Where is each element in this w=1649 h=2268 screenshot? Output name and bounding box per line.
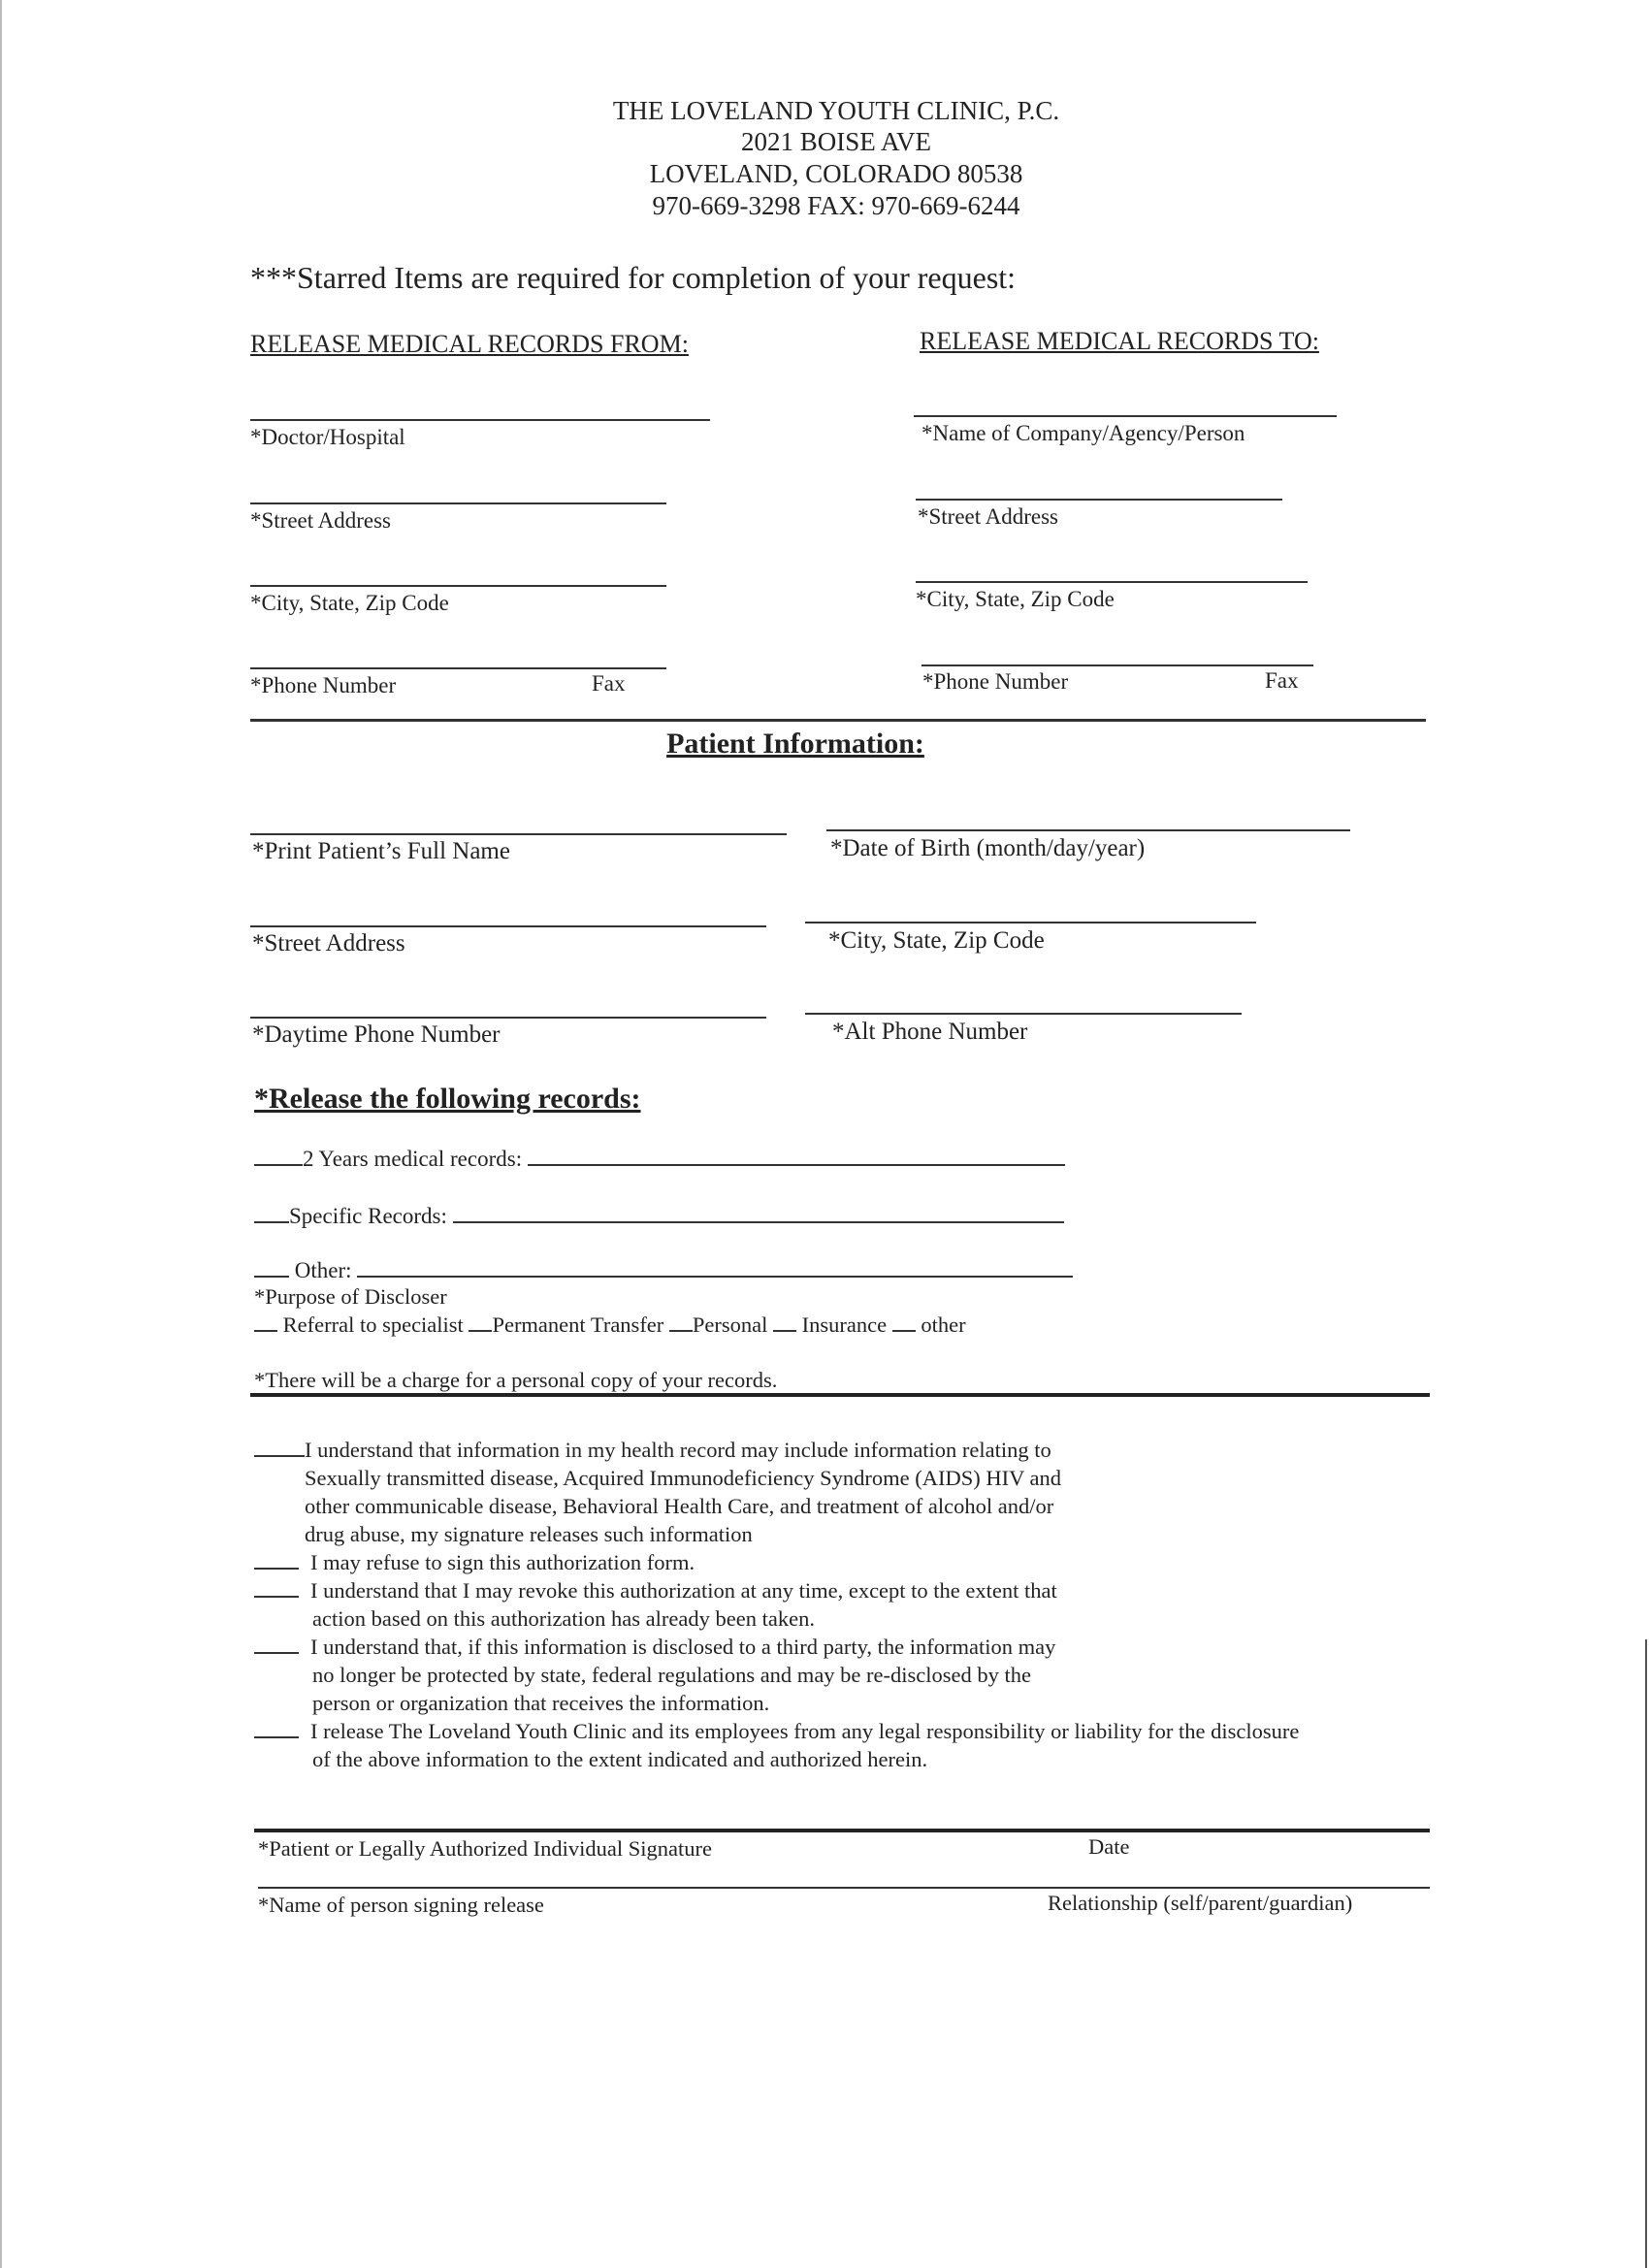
ack-5-line-2: of the above information to the extent indicated and authorized herein. (312, 1747, 928, 1771)
ack-3 (254, 1576, 1057, 1633)
signature-label: *Patient or Legally Authorized Individual Signature (258, 1836, 713, 1861)
to-section-title: RELEASE MEDICAL RECORDS TO: (920, 327, 1319, 355)
records-section-title: *Release the following records: (254, 1083, 641, 1115)
to-phone-label: *Phone Number (922, 669, 1069, 694)
ack-4 (254, 1633, 1055, 1717)
to-name-line[interactable] (914, 415, 1337, 417)
from-fax-label: Fax (592, 671, 626, 696)
charge-note: *There will be a charge for a personal copy of your records. (254, 1368, 778, 1392)
specific-records-field[interactable] (453, 1202, 1064, 1223)
signer-relationship-label: Relationship (self/parent/guardian) (1048, 1891, 1353, 1915)
ack-4-line-1: I understand that, if this information is disclosed to a third party, the information may (310, 1635, 1056, 1659)
purpose-option-transfer: Permanent Transfer (492, 1312, 664, 1337)
from-doctor-label: *Doctor/Hospital (250, 425, 405, 449)
ack-3-initial[interactable] (254, 1576, 299, 1598)
records-divider (250, 1393, 1430, 1397)
specific-records-check[interactable] (254, 1202, 289, 1223)
purpose-option-insurance: Insurance (801, 1312, 888, 1337)
from-city-line[interactable] (250, 585, 666, 587)
ack-1-line-1: I understand that information in my health record may include information relating to (305, 1438, 1051, 1462)
from-phone-label: *Phone Number (250, 673, 397, 697)
purpose-options-row (254, 1311, 966, 1338)
other-records-label: Other: (294, 1258, 352, 1282)
from-phone-line[interactable] (250, 667, 666, 669)
ack-1-line-4: drug abuse, my signature releases such information (305, 1522, 753, 1546)
two-years-row (254, 1145, 1065, 1172)
section-divider (250, 719, 1426, 722)
purpose-check[interactable] (669, 1311, 693, 1332)
signer-name-line[interactable] (258, 1887, 1430, 1889)
patient-dob-label: *Date of Birth (month/day/year) (830, 835, 1146, 861)
ack-2 (254, 1548, 695, 1576)
purpose-check[interactable] (469, 1311, 492, 1332)
patient-alt-phone-label: *Alt Phone Number (832, 1019, 1028, 1045)
to-street-line[interactable] (916, 499, 1282, 501)
purpose-option-personal: Personal (692, 1312, 768, 1337)
purpose-check[interactable] (892, 1311, 916, 1332)
ack-1-line-2: Sexually transmitted disease, Acquired Immunodeficiency Syndrome (AIDS) HIV and (305, 1466, 1062, 1490)
clinic-name: THE LOVELAND YOUTH CLINIC, P.C. (612, 96, 1060, 125)
other-records-field[interactable] (357, 1256, 1073, 1278)
from-city-label: *City, State, Zip Code (250, 591, 449, 615)
purpose-check[interactable] (254, 1311, 277, 1332)
two-years-field[interactable] (528, 1145, 1065, 1166)
ack-2-initial[interactable] (254, 1548, 299, 1570)
ack-1-initial[interactable] (254, 1436, 305, 1457)
to-city-label: *City, State, Zip Code (916, 587, 1115, 611)
patient-street-line[interactable] (250, 925, 766, 927)
ack-3-line-1: I understand that I may revoke this authorization at any time, except to the extent that (310, 1578, 1057, 1603)
ack-4-line-2: no longer be protected by state, federal regulations and may be re-disclosed by the (312, 1663, 1031, 1687)
ack-5-initial[interactable] (254, 1717, 299, 1738)
ack-1 (254, 1436, 1061, 1548)
patient-street-label: *Street Address (252, 930, 405, 956)
purpose-check[interactable] (773, 1311, 796, 1332)
patient-city-line[interactable] (805, 922, 1256, 923)
to-street-label: *Street Address (918, 504, 1059, 529)
patient-dob-line[interactable] (826, 829, 1350, 831)
ack-5 (254, 1717, 1299, 1773)
ack-5-line-1: I release The Loveland Youth Clinic and its employees from any legal responsibility or liability for the disclosure (310, 1719, 1300, 1743)
ack-2-line-1: I may refuse to sign this authorization form. (310, 1550, 695, 1574)
other-records-check[interactable] (254, 1256, 289, 1278)
patient-name-line[interactable] (250, 833, 787, 835)
clinic-city: LOVELAND, COLORADO 80538 (649, 159, 1023, 188)
patient-alt-phone-line[interactable] (805, 1013, 1242, 1015)
to-city-line[interactable] (916, 581, 1308, 583)
signature-line[interactable] (254, 1829, 1430, 1832)
signature-date-label: Date (1088, 1834, 1130, 1859)
specific-records-row (254, 1202, 1064, 1229)
specific-records-label: Specific Records: (289, 1204, 447, 1228)
purpose-option-referral: Referral to specialist (282, 1312, 464, 1337)
two-years-check[interactable] (254, 1145, 303, 1166)
purpose-label: *Purpose of Discloser (254, 1284, 447, 1309)
patient-section-title: Patient Information: (666, 728, 924, 760)
patient-day-phone-line[interactable] (250, 1017, 766, 1019)
scan-right-edge (1645, 1639, 1647, 2268)
from-doctor-line[interactable] (250, 419, 710, 421)
from-street-line[interactable] (250, 502, 666, 504)
starred-instruction: ***Starred Items are required for completion of your request: (250, 260, 1017, 295)
to-name-label: *Name of Company/Agency/Person (922, 421, 1245, 445)
clinic-contact: 970-669-3298 FAX: 970-669-6244 (652, 191, 1020, 220)
ack-4-initial[interactable] (254, 1633, 299, 1654)
other-records-row (254, 1256, 1073, 1283)
to-phone-line[interactable] (922, 664, 1313, 666)
ack-3-line-2: action based on this authorization has already been taken. (312, 1606, 815, 1631)
signer-name-label: *Name of person signing release (258, 1893, 544, 1917)
patient-name-label: *Print Patient’s Full Name (252, 838, 510, 864)
two-years-label: 2 Years medical records: (303, 1147, 523, 1171)
purpose-option-other: other (921, 1312, 966, 1337)
patient-day-phone-label: *Daytime Phone Number (252, 1021, 501, 1048)
from-street-label: *Street Address (250, 508, 392, 533)
to-fax-label: Fax (1265, 668, 1299, 693)
ack-1-line-3: other communicable disease, Behavioral Health Care, and treatment of alcohol and/or (305, 1494, 1054, 1518)
ack-4-line-3: person or organization that receives the information. (312, 1691, 770, 1715)
patient-city-label: *City, State, Zip Code (828, 927, 1045, 954)
from-section-title: RELEASE MEDICAL RECORDS FROM: (250, 330, 689, 358)
clinic-street: 2021 BOISE AVE (740, 127, 932, 156)
scan-left-edge (0, 0, 2, 2268)
